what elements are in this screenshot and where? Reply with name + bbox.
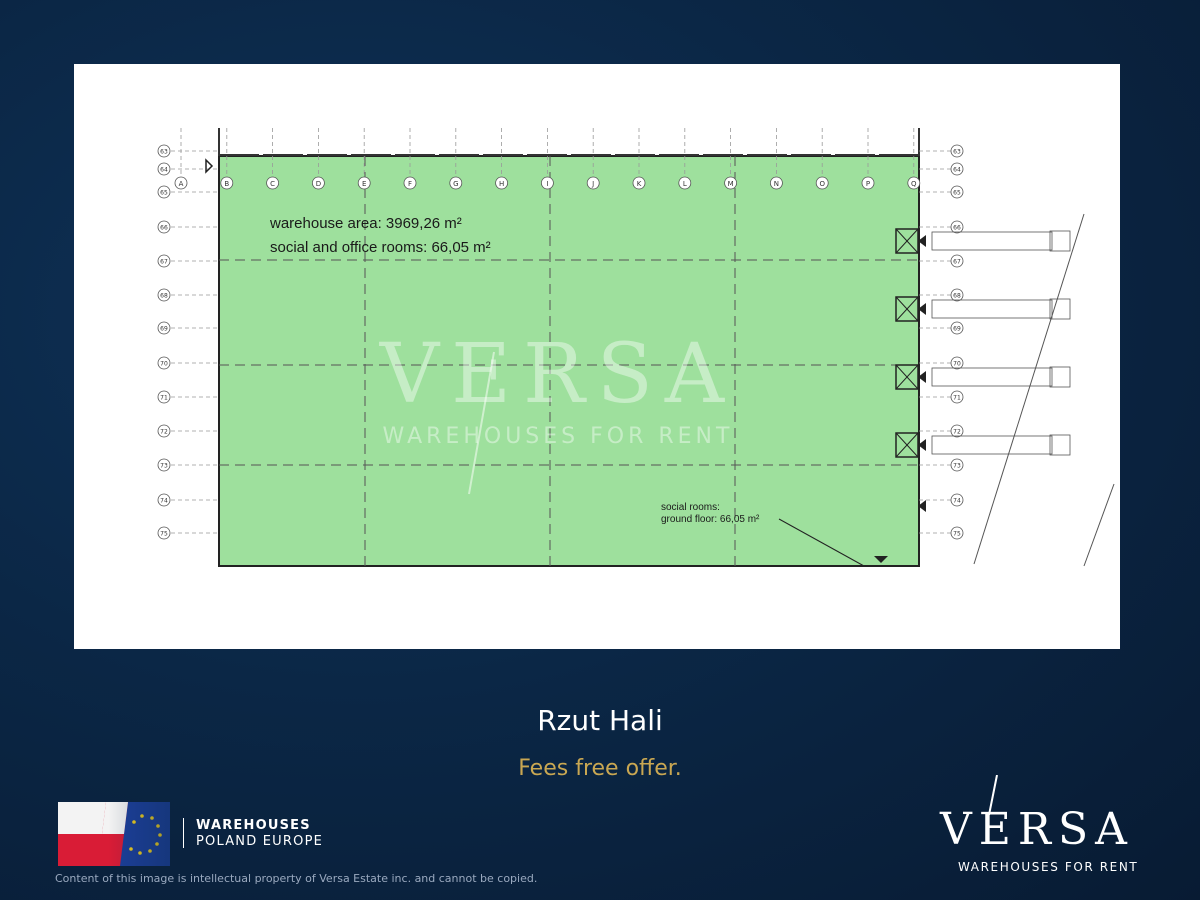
- column-label: G: [453, 180, 459, 188]
- warehouse-area-label: warehouse area: 3969,26 m²: [270, 215, 462, 232]
- floor-plan-drawing: [74, 64, 1120, 649]
- column-label: O: [819, 180, 825, 188]
- column-label: F: [407, 180, 413, 188]
- truck-cab: [1050, 231, 1070, 251]
- social-rooms-area-label: ground floor: 66,05 m²: [661, 514, 760, 525]
- social-rooms-label: social rooms:: [661, 502, 720, 513]
- column-label: I: [546, 180, 549, 188]
- column-label: A: [178, 180, 184, 188]
- row-markers-left: [158, 145, 219, 539]
- column-label: D: [315, 180, 322, 188]
- row-markers-right: [919, 145, 963, 539]
- row-label-right: 65: [953, 189, 961, 197]
- loading-docks: [896, 229, 1070, 512]
- versa-logo: VERSA: [940, 804, 1134, 855]
- truck-bay: [932, 232, 1052, 250]
- row-label-right: 63: [953, 148, 961, 156]
- floor-plan-panel: [74, 64, 1120, 649]
- row-label-left: 75: [160, 530, 168, 538]
- column-label: K: [636, 180, 642, 188]
- row-label-left: 74: [160, 497, 168, 505]
- copyright-notice: Content of this image is intellectual property of Versa Estate inc. and cannot be copied.: [55, 872, 538, 885]
- row-label-left: 69: [160, 325, 168, 333]
- row-label-left: 63: [160, 148, 168, 156]
- row-label-left: 65: [160, 189, 168, 197]
- column-label: Q: [911, 180, 917, 188]
- row-label-right: 64: [953, 166, 961, 174]
- office-area-label: social and office rooms: 66,05 m²: [270, 239, 491, 256]
- footer-brand-line2: POLAND EUROPE: [196, 834, 324, 849]
- row-label-right: 70: [953, 360, 961, 368]
- row-label-left: 71: [160, 394, 168, 402]
- truck-bay: [932, 436, 1052, 454]
- column-label: E: [361, 180, 367, 188]
- poland-eu-flag-icon: [58, 802, 170, 866]
- watermark-brand: VERSA: [379, 327, 737, 422]
- versa-logo-tagline: WAREHOUSES FOR RENT: [958, 860, 1139, 874]
- column-label: C: [270, 180, 276, 188]
- truck-bay: [932, 300, 1052, 318]
- row-label-right: 67: [953, 258, 961, 266]
- caption-subtitle: Fees free offer.: [518, 756, 682, 781]
- row-label-left: 70: [160, 360, 168, 368]
- watermark-tagline: WAREHOUSES FOR RENT: [382, 424, 734, 449]
- truck-cab: [1050, 299, 1070, 319]
- column-label: H: [498, 180, 505, 188]
- truck-cab: [1050, 435, 1070, 455]
- row-label-right: 71: [953, 394, 961, 402]
- column-label: P: [865, 180, 871, 188]
- row-label-right: 72: [953, 428, 961, 436]
- row-label-right: 68: [953, 292, 961, 300]
- row-label-left: 73: [160, 462, 168, 470]
- row-label-left: 72: [160, 428, 168, 436]
- row-label-left: 67: [160, 258, 168, 266]
- column-label: J: [592, 180, 595, 188]
- footer-divider: [183, 818, 184, 848]
- column-label: B: [224, 180, 230, 188]
- footer-brand: [196, 818, 323, 850]
- row-label-right: 73: [953, 462, 961, 470]
- row-label-right: 66: [953, 224, 961, 232]
- column-label: M: [727, 180, 734, 188]
- row-label-right: 74: [953, 497, 961, 505]
- truck-bay: [932, 368, 1052, 386]
- caption-title: Rzut Hali: [537, 704, 663, 737]
- column-label: N: [773, 180, 780, 188]
- row-label-left: 66: [160, 224, 168, 232]
- row-label-right: 75: [953, 530, 961, 538]
- footer-brand-line1: WAREHOUSES: [196, 818, 311, 833]
- column-label: L: [682, 180, 687, 188]
- truck-cab: [1050, 367, 1070, 387]
- row-label-left: 64: [160, 166, 168, 174]
- row-label-right: 69: [953, 325, 961, 333]
- row-label-left: 68: [160, 292, 168, 300]
